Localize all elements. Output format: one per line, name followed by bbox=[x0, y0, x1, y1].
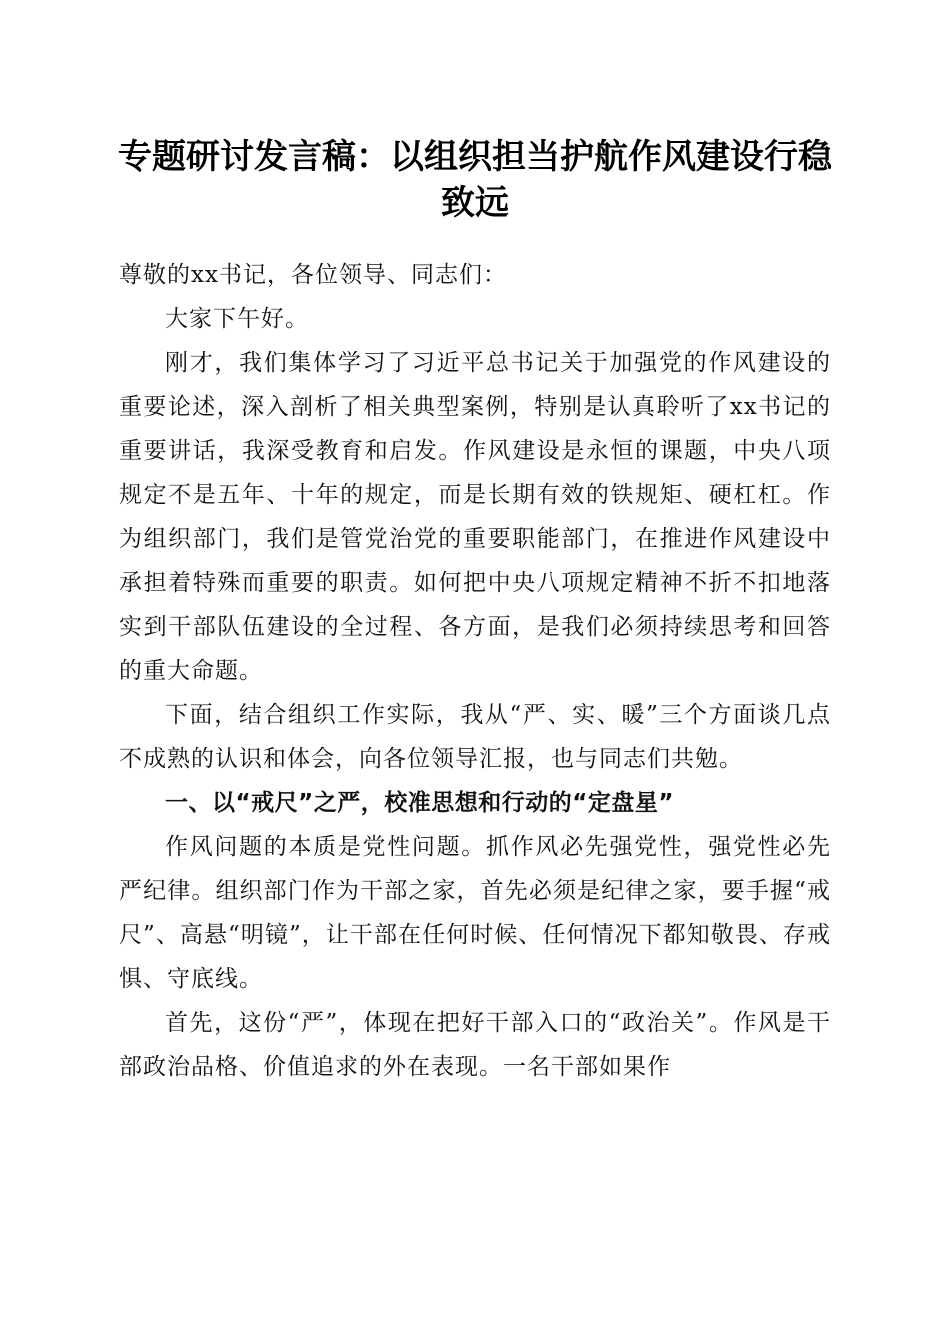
salutation: 尊敬的xx书记，各位领导、同志们： bbox=[119, 262, 507, 288]
intro-paragraph: 刚才，我们集体学习了习近平总书记关于加强党的作风建设的重要论述，深入剖析了相关典型案例，特别是认真聆听了xx书记的重要讲话，我深受教育和启发。作风建设是永恒的课题，中央八项规定不是五年、十年的规定，而是长期有效的铁规矩、硬杠杠。作为组织部门，我们是管党治党的重要职能部门，在推进作风建设中承担着特殊而重要的职责。如何把中央八项规定精神不折不扣地落实到干部队伍建设的全过程、各方面，是我们必须持续思考和回答的重大命题。 bbox=[119, 350, 831, 684]
outline-paragraph: 下面，结合组织工作实际，我从“严、实、暖”三个方面谈几点不成熟的认识和体会，向各位领导汇报，也与同志们共勉。 bbox=[119, 702, 831, 772]
greeting: 大家下午好。 bbox=[165, 306, 309, 332]
section-paragraph: 作风问题的本质是党性问题。抓作风必先强党性，强党性必先严纪律。组织部门作为干部之家，首先必须是纪律之家，要手握“戒尺”、高悬“明镜”，让干部在任何时候、任何情况下都知敬畏、存戒惧、守底线。 bbox=[119, 834, 831, 992]
document-body bbox=[119, 253, 831, 1089]
document-title: 专题研讨发言稿：以组织担当护航作风建设行稳致远 bbox=[118, 137, 832, 223]
section-heading: 一、以“戒尺”之严，校准思想和行动的“定盘星” bbox=[165, 790, 674, 816]
section-paragraph: 首先，这份“严”，体现在把好干部入口的“政治关”。作风是干部政治品格、价值追求的外在表现。一名干部如果作 bbox=[119, 1010, 831, 1080]
